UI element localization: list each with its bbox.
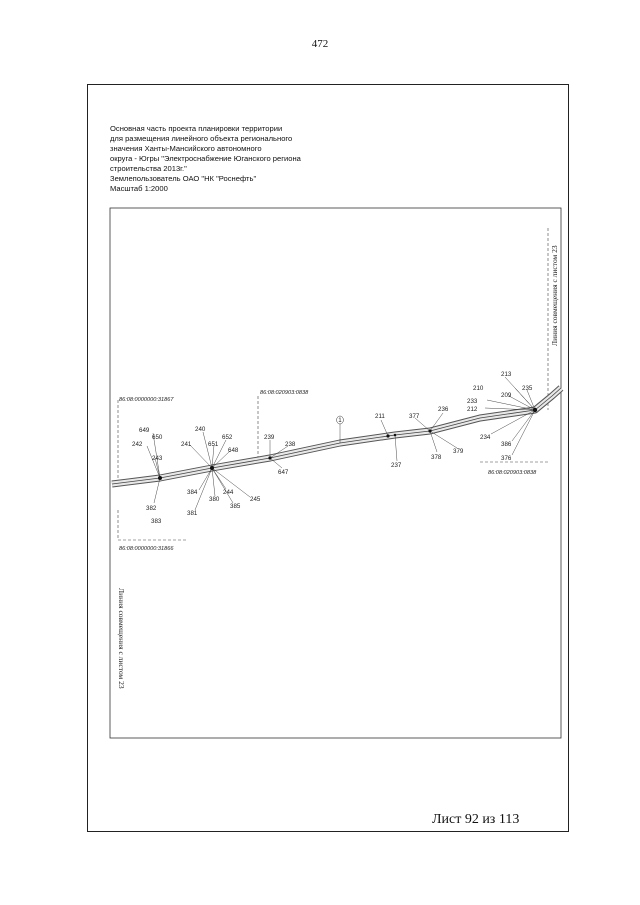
point-label: 376 [501, 455, 512, 462]
point-label: 379 [453, 448, 464, 455]
match-line-label-left: Линия совмещения с листом 23 [117, 588, 126, 689]
point-label: 245 [250, 496, 261, 503]
point-label: 210 [473, 385, 484, 392]
point-label: 377 [409, 413, 420, 420]
title-line-2: для размещения линейного объекта регионального [110, 134, 293, 143]
point-label: 238 [285, 441, 296, 448]
marker-label: 1 [338, 417, 342, 424]
point-label: 380 [209, 496, 220, 503]
point-label: 213 [501, 371, 512, 378]
point-label: 383 [151, 518, 162, 525]
cadastral-number: 86:08:0000000:31866 [119, 546, 174, 552]
point-label: 651 [208, 441, 219, 448]
point-label: 240 [195, 426, 206, 433]
point-label: 235 [522, 385, 533, 392]
cadastral-boundaries [118, 228, 548, 540]
scale-line: Масштаб 1:2000 [110, 184, 168, 193]
cadastral-number: 86:08:020903:0838 [488, 470, 537, 476]
title-line-1: Основная часть проекта планировки территории [110, 124, 283, 133]
point-label: 211 [375, 413, 385, 420]
point-label: 209 [501, 392, 512, 399]
point-label: 241 [181, 441, 192, 448]
point-label: 384 [187, 489, 198, 496]
cadastral-number: 86:08:020903:0838 [260, 390, 309, 396]
cadastral-number: 86:08:0000000:31867 [119, 397, 174, 403]
point-label: 381 [187, 510, 198, 517]
point-label: 650 [152, 434, 163, 441]
point-label: 242 [132, 441, 143, 448]
title-line-3: значения Ханты-Мансийского автономного [110, 144, 262, 153]
point-label: 648 [228, 447, 239, 454]
point-label: 237 [391, 462, 402, 469]
title-line-4: округа - Югры "Электроснабжение Юганского региона [110, 154, 301, 163]
sheet-number: Лист 92 из 113 [432, 812, 520, 827]
point-label: 234 [480, 434, 491, 441]
point-label: 212 [467, 406, 478, 413]
match-line-label-right: Линия совмещения с листом 23 [550, 245, 559, 346]
point-label: 647 [278, 469, 289, 476]
point-label: 652 [222, 434, 233, 441]
land-user-line: Землепользователь ОАО "НК "Роснефть" [110, 174, 257, 183]
point-label: 233 [467, 398, 478, 405]
point-label: 649 [139, 427, 150, 434]
title-line-5: строительства 2013г." [110, 164, 187, 173]
page-number: 472 [311, 38, 329, 50]
point-label: 239 [264, 434, 275, 441]
object-marker [337, 416, 344, 443]
point-label: 244 [223, 489, 234, 496]
point-label: 382 [146, 505, 157, 512]
point-label: 385 [230, 503, 241, 510]
point-label: 378 [431, 454, 442, 461]
point-label: 243 [152, 455, 163, 462]
point-label: 236 [438, 406, 449, 413]
point-label: 386 [501, 441, 512, 448]
